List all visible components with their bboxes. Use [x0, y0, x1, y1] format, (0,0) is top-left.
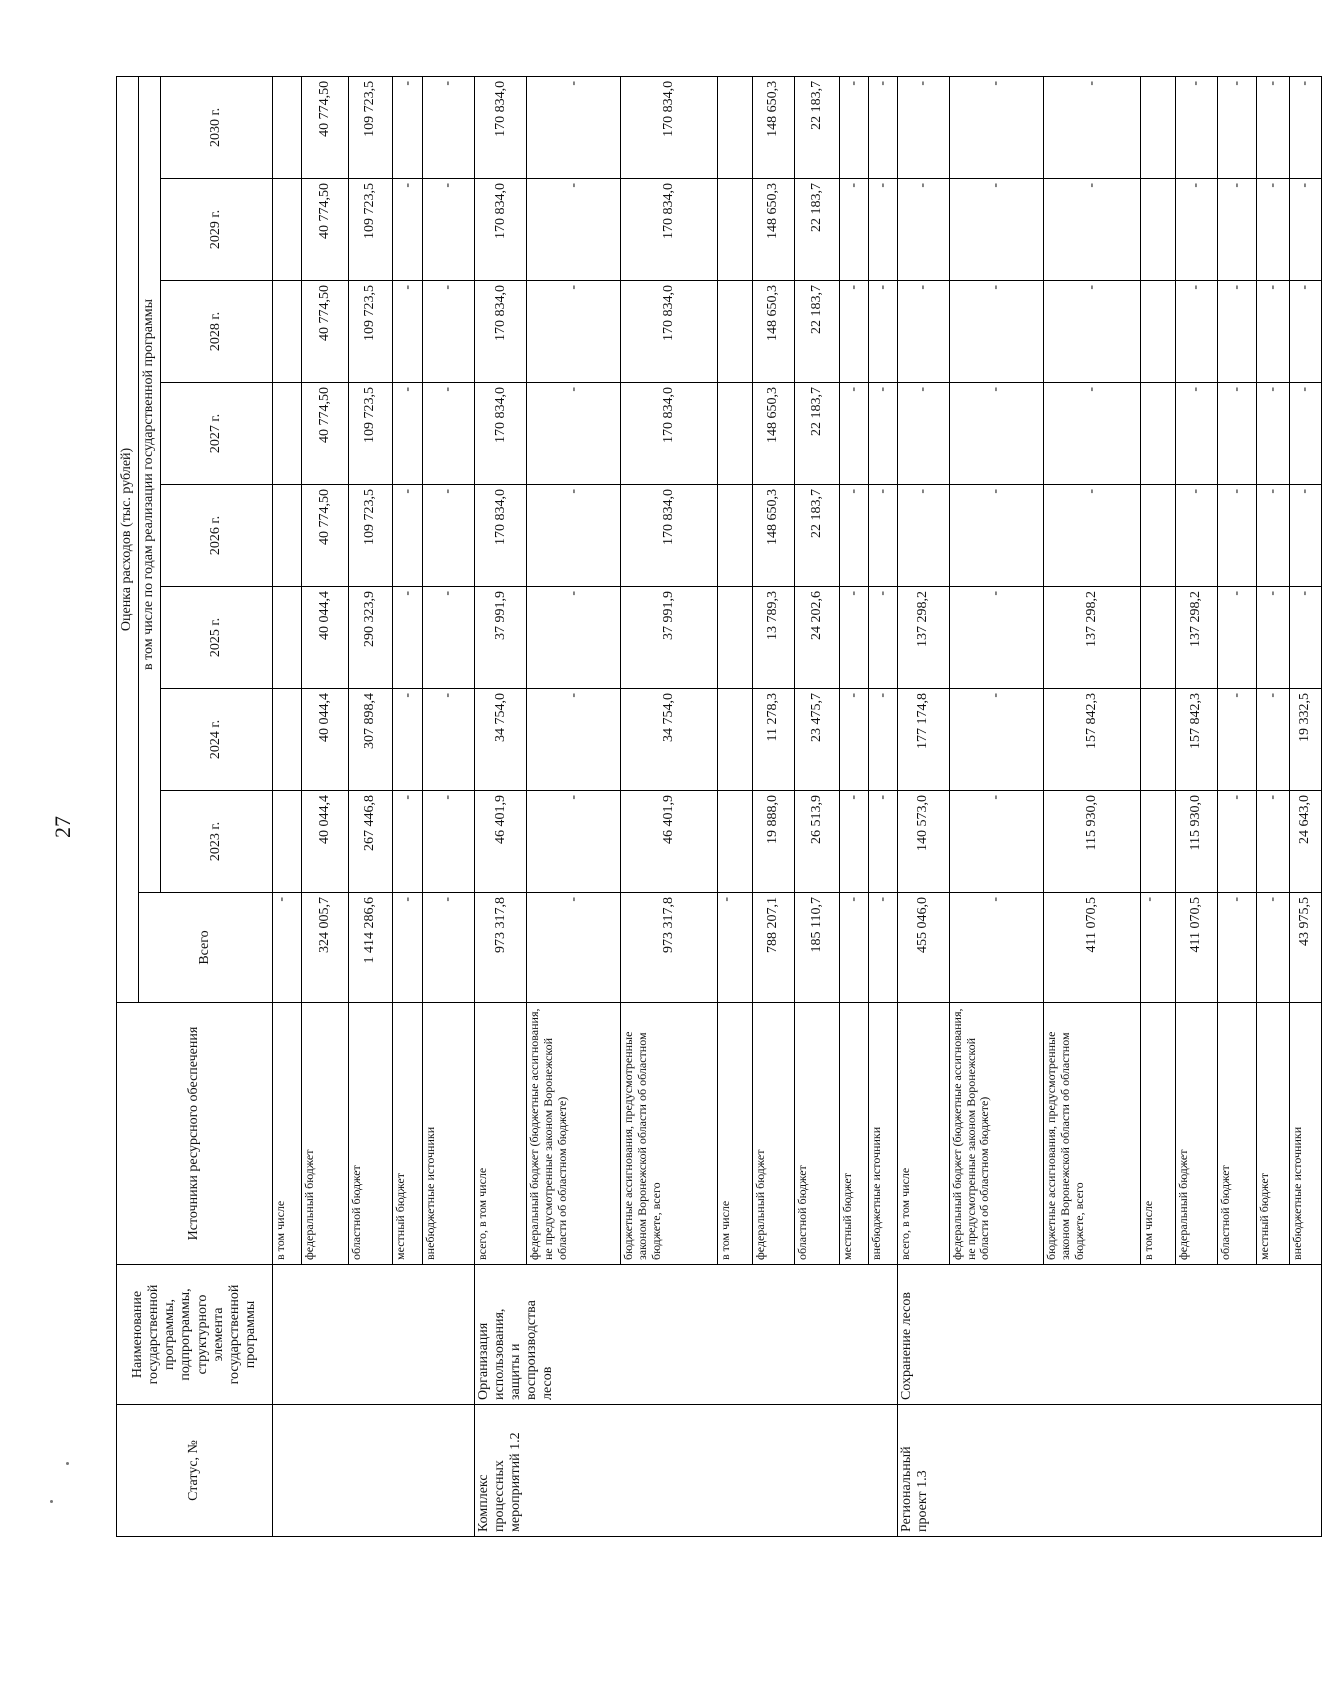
year-value-cell: 137 298,2	[1044, 587, 1141, 689]
year-value-cell: 22 183,7	[794, 485, 839, 587]
year-value-cell: -	[527, 281, 621, 383]
year-value-cell: -	[1044, 76, 1141, 178]
year-value-cell: -	[1217, 179, 1257, 281]
status-cell: Комплекс процессных мероприятий 1.2	[475, 1405, 898, 1537]
year-value-cell: 170 834,0	[621, 485, 718, 587]
total-cell: 324 005,7	[301, 893, 348, 1003]
year-value-cell: 170 834,0	[621, 281, 718, 383]
year-value-cell: 37 991,9	[621, 587, 718, 689]
year-value-cell: -	[949, 76, 1043, 178]
year-value-cell: 24 643,0	[1289, 791, 1321, 893]
year-value-cell	[1140, 689, 1175, 791]
year-value-cell: -	[839, 587, 869, 689]
year-value-cell	[273, 791, 302, 893]
year-value-cell	[273, 587, 302, 689]
year-value-cell: -	[393, 76, 423, 178]
program-name-cell: Организация использования, защиты и воспроизводства лесов	[475, 1265, 898, 1405]
year-value-cell	[718, 76, 753, 178]
year-value-cell: -	[423, 281, 475, 383]
year-value-cell: -	[869, 281, 898, 383]
year-value-cell: 40 774,50	[301, 383, 348, 485]
total-cell: -	[1140, 893, 1175, 1003]
total-cell: -	[1217, 893, 1257, 1003]
total-cell: 455 046,0	[897, 893, 949, 1003]
year-value-cell: 115 930,0	[1175, 791, 1217, 893]
total-cell: -	[423, 893, 475, 1003]
year-value-cell: -	[1175, 76, 1217, 178]
source-cell: федеральный бюджет (бюджетные ассигнования, не предусмотренные законом Воронежской области об областном бюджете)	[527, 1003, 621, 1265]
year-value-cell: -	[527, 587, 621, 689]
year-value-cell: -	[1257, 281, 1289, 383]
budget-table	[116, 76, 1322, 1537]
year-value-cell: -	[527, 689, 621, 791]
table-body	[273, 76, 1322, 1536]
year-value-cell: -	[839, 281, 869, 383]
year-value-cell: -	[949, 791, 1043, 893]
source-cell: всего, в том числе	[897, 1003, 949, 1265]
year-value-cell: -	[839, 76, 869, 178]
total-cell: 411 070,5	[1044, 893, 1141, 1003]
year-value-cell: 13 789,3	[752, 587, 794, 689]
year-value-cell: -	[1289, 179, 1321, 281]
header-year: 2029 г.	[161, 179, 273, 281]
status-cell: Региональный проект 1.3	[897, 1405, 1321, 1537]
year-value-cell: -	[1257, 689, 1289, 791]
year-value-cell: 307 898,4	[348, 689, 393, 791]
year-value-cell: -	[1217, 689, 1257, 791]
year-value-cell: -	[393, 689, 423, 791]
rotated-table-container	[116, 77, 1322, 1537]
year-value-cell: -	[423, 383, 475, 485]
header-by-years: в том числе по годам реализации государственной программы	[139, 76, 161, 892]
year-value-cell: -	[869, 76, 898, 178]
year-value-cell	[718, 179, 753, 281]
year-value-cell: -	[1217, 587, 1257, 689]
year-value-cell: 23 475,7	[794, 689, 839, 791]
year-value-cell: 40 774,50	[301, 179, 348, 281]
year-value-cell: -	[393, 383, 423, 485]
year-value-cell: 109 723,5	[348, 383, 393, 485]
year-value-cell: 40 044,4	[301, 587, 348, 689]
year-value-cell: -	[1217, 485, 1257, 587]
source-cell: внебюджетные источники	[869, 1003, 898, 1265]
total-cell: -	[869, 893, 898, 1003]
year-value-cell: 140 573,0	[897, 791, 949, 893]
year-value-cell: 137 298,2	[1175, 587, 1217, 689]
year-value-cell: -	[423, 485, 475, 587]
year-value-cell: 46 401,9	[621, 791, 718, 893]
year-value-cell: 40 044,4	[301, 689, 348, 791]
source-cell: местный бюджет	[839, 1003, 869, 1265]
year-value-cell: 46 401,9	[475, 791, 527, 893]
year-value-cell: -	[949, 485, 1043, 587]
year-value-cell: -	[1257, 383, 1289, 485]
year-value-cell: 11 278,3	[752, 689, 794, 791]
year-value-cell: -	[527, 383, 621, 485]
year-value-cell: -	[1217, 791, 1257, 893]
year-value-cell: 34 754,0	[475, 689, 527, 791]
header-year: 2026 г.	[161, 485, 273, 587]
year-value-cell: 26 513,9	[794, 791, 839, 893]
year-value-cell: -	[1289, 383, 1321, 485]
year-value-cell: -	[897, 281, 949, 383]
year-value-cell: 267 446,8	[348, 791, 393, 893]
year-value-cell: -	[393, 587, 423, 689]
program-name-cell: Сохранение лесов	[897, 1265, 1321, 1405]
year-value-cell: 109 723,5	[348, 485, 393, 587]
year-value-cell: -	[897, 383, 949, 485]
total-cell: 43 975,5	[1289, 893, 1321, 1003]
year-value-cell: -	[869, 587, 898, 689]
year-value-cell: 177 174,8	[897, 689, 949, 791]
table-row	[273, 76, 302, 1536]
year-value-cell	[718, 689, 753, 791]
scan-speck	[66, 1462, 69, 1465]
year-value-cell: -	[1289, 587, 1321, 689]
year-value-cell	[273, 76, 302, 178]
year-value-cell: -	[897, 179, 949, 281]
year-value-cell	[1140, 791, 1175, 893]
total-cell: 411 070,5	[1175, 893, 1217, 1003]
source-cell: местный бюджет	[1257, 1003, 1289, 1265]
year-value-cell: -	[1175, 179, 1217, 281]
year-value-cell	[273, 485, 302, 587]
year-value-cell: -	[949, 689, 1043, 791]
year-value-cell: 148 650,3	[752, 383, 794, 485]
year-value-cell: -	[423, 689, 475, 791]
year-value-cell: -	[1217, 281, 1257, 383]
header-year: 2024 г.	[161, 689, 273, 791]
year-value-cell: -	[949, 587, 1043, 689]
year-value-cell: -	[393, 485, 423, 587]
year-value-cell: -	[869, 791, 898, 893]
year-value-cell: 137 298,2	[897, 587, 949, 689]
total-cell: -	[839, 893, 869, 1003]
header-row-1	[117, 76, 139, 1536]
year-value-cell	[1140, 587, 1175, 689]
year-value-cell: 40 774,50	[301, 76, 348, 178]
year-value-cell: 22 183,7	[794, 383, 839, 485]
source-cell: федеральный бюджет	[1175, 1003, 1217, 1265]
year-value-cell: 148 650,3	[752, 485, 794, 587]
year-value-cell: 22 183,7	[794, 281, 839, 383]
year-value-cell	[718, 791, 753, 893]
year-value-cell: 19 332,5	[1289, 689, 1321, 791]
source-cell: областной бюджет	[348, 1003, 393, 1265]
status-cell	[273, 1405, 475, 1537]
year-value-cell: 19 888,0	[752, 791, 794, 893]
year-value-cell: -	[1044, 485, 1141, 587]
year-value-cell: 170 834,0	[621, 76, 718, 178]
year-value-cell: 40 774,50	[301, 281, 348, 383]
year-value-cell: -	[1289, 281, 1321, 383]
year-value-cell: -	[869, 383, 898, 485]
year-value-cell: 170 834,0	[475, 76, 527, 178]
year-value-cell: 148 650,3	[752, 76, 794, 178]
source-cell: бюджетные ассигнования, предусмотренные законом Воронежской области об областном бюджете, всего	[1044, 1003, 1141, 1265]
source-cell: всего, в том числе	[475, 1003, 527, 1265]
year-value-cell: -	[1257, 76, 1289, 178]
year-value-cell	[718, 383, 753, 485]
header-year: 2023 г.	[161, 791, 273, 893]
year-value-cell: -	[423, 76, 475, 178]
year-value-cell: 157 842,3	[1175, 689, 1217, 791]
year-value-cell: -	[1257, 587, 1289, 689]
total-cell: 185 110,7	[794, 893, 839, 1003]
header-total: Всего	[139, 893, 273, 1003]
year-value-cell: -	[393, 791, 423, 893]
year-value-cell: 115 930,0	[1044, 791, 1141, 893]
header-year: 2025 г.	[161, 587, 273, 689]
year-value-cell	[1140, 179, 1175, 281]
source-cell: местный бюджет	[393, 1003, 423, 1265]
total-cell: 973 317,8	[475, 893, 527, 1003]
year-value-cell: -	[1217, 76, 1257, 178]
source-cell: областной бюджет	[1217, 1003, 1257, 1265]
year-value-cell: -	[1257, 485, 1289, 587]
year-value-cell: -	[1289, 485, 1321, 587]
year-value-cell: -	[527, 791, 621, 893]
year-value-cell: -	[393, 281, 423, 383]
year-value-cell: 170 834,0	[475, 485, 527, 587]
year-value-cell: -	[897, 76, 949, 178]
year-value-cell: 34 754,0	[621, 689, 718, 791]
page-number: 27	[50, 816, 75, 838]
total-cell: 973 317,8	[621, 893, 718, 1003]
year-value-cell: -	[839, 689, 869, 791]
year-value-cell: -	[869, 485, 898, 587]
source-cell: федеральный бюджет (бюджетные ассигнования, не предусмотренные законом Воронежской области об областном бюджете)	[949, 1003, 1043, 1265]
year-value-cell: -	[423, 179, 475, 281]
year-value-cell	[273, 179, 302, 281]
year-value-cell	[1140, 485, 1175, 587]
total-cell: -	[718, 893, 753, 1003]
header-name: Наименование государственной программы, подпрограммы, структурного элемента государственной программы	[117, 1265, 273, 1405]
year-value-cell: -	[1175, 281, 1217, 383]
year-value-cell: -	[1257, 179, 1289, 281]
source-cell: федеральный бюджет	[752, 1003, 794, 1265]
year-value-cell	[1140, 281, 1175, 383]
year-value-cell: -	[1289, 76, 1321, 178]
year-value-cell: 24 202,6	[794, 587, 839, 689]
year-value-cell: -	[839, 485, 869, 587]
source-cell: в том числе	[1140, 1003, 1175, 1265]
year-value-cell	[1140, 76, 1175, 178]
table-row	[475, 76, 527, 1536]
year-value-cell: -	[1175, 383, 1217, 485]
year-value-cell: -	[897, 485, 949, 587]
year-value-cell: -	[839, 179, 869, 281]
table-row	[897, 76, 949, 1536]
year-value-cell	[718, 281, 753, 383]
year-value-cell: 157 842,3	[1044, 689, 1141, 791]
year-value-cell: 40 044,4	[301, 791, 348, 893]
source-cell: федеральный бюджет	[301, 1003, 348, 1265]
source-cell: бюджетные ассигнования, предусмотренные законом Воронежской области об областном бюджете, всего	[621, 1003, 718, 1265]
year-value-cell: -	[527, 76, 621, 178]
header-estimate: Оценка расходов (тыс. рублей)	[117, 76, 139, 1002]
header-year: 2027 г.	[161, 383, 273, 485]
source-cell: в том числе	[718, 1003, 753, 1265]
header-status: Статус, №	[117, 1405, 273, 1537]
year-value-cell: -	[949, 179, 1043, 281]
total-cell: -	[949, 893, 1043, 1003]
year-value-cell: 290 323,9	[348, 587, 393, 689]
total-cell: -	[393, 893, 423, 1003]
scan-speck	[50, 1500, 53, 1503]
year-value-cell: -	[1257, 791, 1289, 893]
year-value-cell	[273, 383, 302, 485]
year-value-cell: -	[949, 281, 1043, 383]
header-source: Источники ресурсного обеспечения	[117, 1003, 273, 1265]
total-cell: -	[273, 893, 302, 1003]
year-value-cell	[273, 689, 302, 791]
year-value-cell: -	[527, 485, 621, 587]
year-value-cell: 148 650,3	[752, 179, 794, 281]
program-name-cell	[273, 1265, 475, 1405]
year-value-cell: -	[869, 179, 898, 281]
year-value-cell: 109 723,5	[348, 76, 393, 178]
year-value-cell: -	[1044, 383, 1141, 485]
year-value-cell: 22 183,7	[794, 76, 839, 178]
year-value-cell: 148 650,3	[752, 281, 794, 383]
year-value-cell	[1140, 383, 1175, 485]
year-value-cell: -	[949, 383, 1043, 485]
year-value-cell: 37 991,9	[475, 587, 527, 689]
total-cell: -	[1257, 893, 1289, 1003]
year-value-cell: 170 834,0	[621, 383, 718, 485]
source-cell: областной бюджет	[794, 1003, 839, 1265]
year-value-cell	[718, 485, 753, 587]
year-value-cell: 22 183,7	[794, 179, 839, 281]
source-cell: внебюджетные источники	[1289, 1003, 1321, 1265]
year-value-cell: 170 834,0	[475, 383, 527, 485]
year-value-cell: 170 834,0	[475, 281, 527, 383]
year-value-cell: 109 723,5	[348, 179, 393, 281]
year-value-cell: -	[1217, 383, 1257, 485]
year-value-cell: 40 774,50	[301, 485, 348, 587]
header-year: 2030 г.	[161, 76, 273, 178]
total-cell: 788 207,1	[752, 893, 794, 1003]
source-cell: внебюджетные источники	[423, 1003, 475, 1265]
total-cell: -	[527, 893, 621, 1003]
header-year: 2028 г.	[161, 281, 273, 383]
year-value-cell: -	[423, 587, 475, 689]
year-value-cell: -	[393, 179, 423, 281]
year-value-cell: 109 723,5	[348, 281, 393, 383]
year-value-cell: 170 834,0	[621, 179, 718, 281]
year-value-cell: -	[839, 383, 869, 485]
year-value-cell: -	[423, 791, 475, 893]
source-cell: в том числе	[273, 1003, 302, 1265]
year-value-cell: -	[1044, 281, 1141, 383]
year-value-cell: 170 834,0	[475, 179, 527, 281]
year-value-cell	[273, 281, 302, 383]
year-value-cell: -	[1044, 179, 1141, 281]
year-value-cell: -	[1175, 485, 1217, 587]
year-value-cell: -	[869, 689, 898, 791]
total-cell: 1 414 286,6	[348, 893, 393, 1003]
year-value-cell	[718, 587, 753, 689]
year-value-cell: -	[527, 179, 621, 281]
year-value-cell: -	[839, 791, 869, 893]
